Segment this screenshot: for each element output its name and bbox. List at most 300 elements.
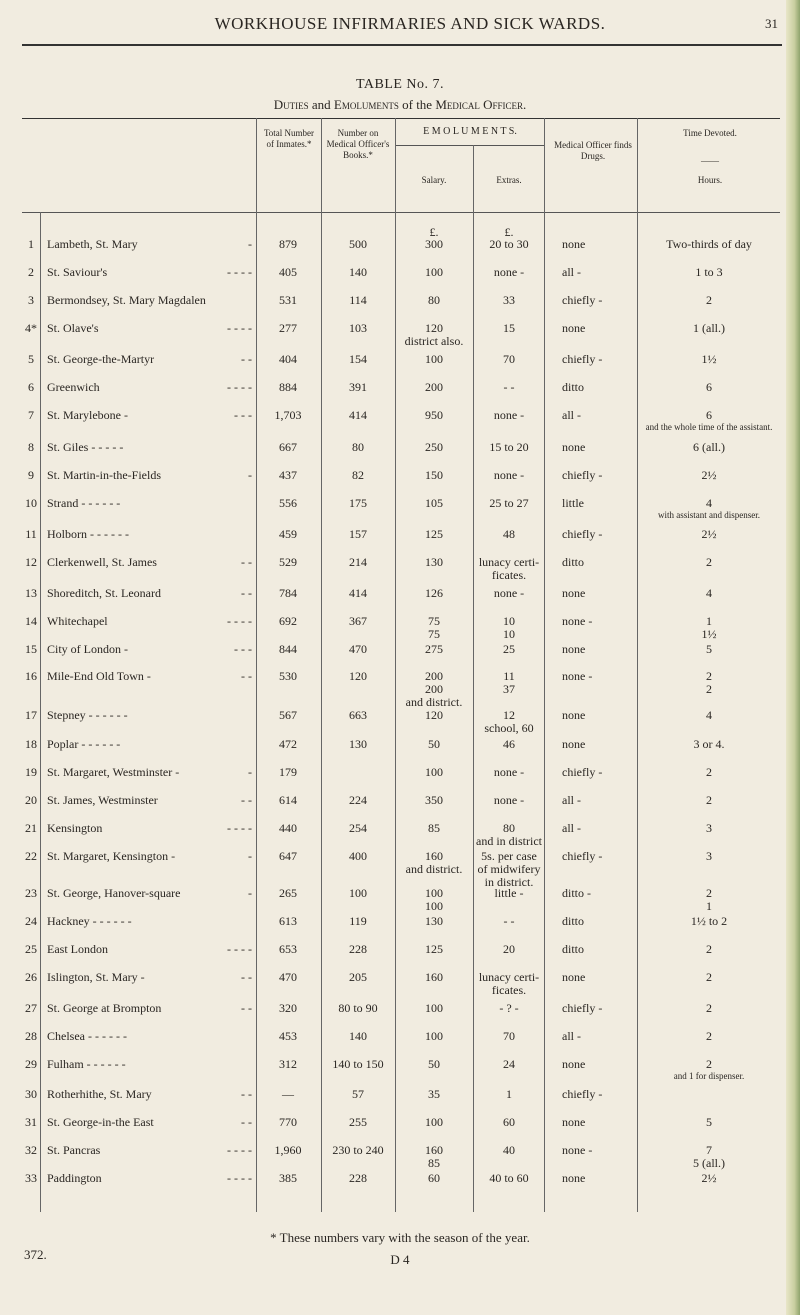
cell-time — [638, 709, 780, 722]
cell-extras-text: 15 — [503, 321, 515, 335]
cell-time — [638, 1058, 780, 1081]
cell-drugs-text: none - — [562, 1143, 593, 1157]
cell-books-text: 175 — [349, 496, 367, 510]
cell-drugs-text: none - — [562, 614, 593, 628]
col-header-extras: Extras. — [496, 175, 522, 185]
cell-extras-text: 20 to 30 — [489, 237, 529, 251]
cell-extras-text: none - — [493, 408, 525, 422]
cell-num — [22, 971, 40, 984]
cell-extras-subtext: of midwifery in district. — [477, 862, 541, 889]
cell-extras — [474, 615, 544, 641]
cell-books — [322, 943, 394, 956]
cell-time — [638, 353, 780, 366]
cell-name — [47, 322, 247, 335]
cell-salary — [396, 238, 472, 251]
page-edge — [786, 0, 800, 1315]
cell-salary — [396, 670, 472, 709]
cell-lead — [218, 556, 252, 569]
cell-name — [47, 943, 247, 956]
cell-drugs-text: none — [562, 237, 586, 251]
cell-inmates-text: 1,960 — [274, 1143, 302, 1157]
cell-drugs-text: none — [562, 970, 586, 984]
cell-name-text: Paddington — [47, 1171, 102, 1185]
cell-books — [322, 1088, 394, 1101]
cell-inmates — [256, 1172, 320, 1185]
cell-salary-text: 75 — [428, 614, 440, 628]
cell-drugs — [546, 709, 638, 722]
cell-drugs — [546, 1116, 638, 1129]
cell-salary — [396, 615, 472, 641]
cell-num-text: 13 — [25, 586, 37, 600]
cell-num — [22, 1002, 40, 1015]
cell-num — [22, 1030, 40, 1043]
cell-lead — [218, 238, 252, 251]
cell-num — [22, 294, 40, 307]
cell-drugs — [546, 670, 638, 683]
cell-books — [322, 738, 394, 751]
cell-inmates-text: 884 — [279, 380, 297, 394]
cell-name-text: Poplar - - - - - - — [47, 737, 121, 751]
cell-lead — [218, 822, 252, 835]
cell-extras — [474, 266, 544, 279]
cell-books-text: 80 — [352, 440, 364, 454]
cell-books — [322, 887, 394, 900]
cell-lead — [218, 587, 252, 600]
cell-salary-text: 120 — [425, 708, 443, 722]
cell-extras — [474, 1172, 544, 1185]
cell-books-text: 140 to 150 — [332, 1057, 384, 1071]
cell-drugs — [546, 1058, 638, 1071]
cell-lead-text: - - — [241, 1087, 252, 1101]
cell-lead-text: - - — [241, 970, 252, 984]
cell-inmates — [256, 615, 320, 628]
cell-num — [22, 381, 40, 394]
cell-extras — [474, 409, 544, 422]
cell-lead-text: - — [248, 468, 252, 482]
cell-extras — [474, 943, 544, 956]
cell-inmates — [256, 266, 320, 279]
cell-inmates — [256, 766, 320, 779]
cell-time-text: Two-thirds of day — [666, 237, 752, 251]
cell-name — [47, 822, 247, 835]
cell-extras-text: 60 — [503, 1115, 515, 1129]
cell-extras — [474, 497, 544, 510]
cell-time-text: 2 — [706, 970, 712, 984]
cell-num-text: 9 — [28, 468, 34, 482]
cell-name — [47, 409, 247, 422]
cell-num — [22, 943, 40, 956]
cell-books — [322, 587, 394, 600]
cell-drugs — [546, 943, 638, 956]
cell-num-text: 28 — [25, 1029, 37, 1043]
cell-name-text: Whitechapel — [47, 614, 108, 628]
cell-num-text: 19 — [25, 765, 37, 779]
cell-time-text: 3 or 4. — [693, 737, 725, 751]
cell-salary-text: 100 — [425, 765, 443, 779]
cell-salary — [396, 469, 472, 482]
cell-salary-subtext: 100 — [425, 899, 443, 913]
cell-books-text: 367 — [349, 614, 367, 628]
cell-lead — [218, 1144, 252, 1157]
cell-inmates — [256, 238, 320, 251]
cell-time — [638, 943, 780, 956]
cell-extras-text: none - — [493, 793, 525, 807]
cell-books — [322, 469, 394, 482]
cell-num — [22, 322, 40, 335]
cell-name-text: Shoreditch, St. Leonard — [47, 586, 161, 600]
cell-salary-text: 200 — [425, 380, 443, 394]
cell-time-text: 7 — [706, 1143, 712, 1157]
cell-lead — [218, 615, 252, 628]
cell-extras-text: 25 to 27 — [489, 496, 529, 510]
cell-inmates — [256, 794, 320, 807]
cell-time — [638, 441, 780, 454]
cell-extras-text: 5s. per case — [481, 849, 537, 863]
cell-num — [22, 822, 40, 835]
cell-drugs-text: chiefly - — [562, 468, 603, 482]
emoluments-rule — [396, 145, 544, 146]
cell-name-text: Fulham - - - - - - — [47, 1057, 126, 1071]
cell-drugs — [546, 643, 638, 656]
cell-drugs — [546, 497, 638, 510]
col-header-drugs: Medical Officer finds Drugs. — [554, 140, 632, 161]
cell-extras — [474, 294, 544, 307]
cell-salary-text: 160 — [425, 970, 443, 984]
cell-drugs — [546, 766, 638, 779]
extras-unit: £. — [504, 225, 514, 239]
cell-extras-subtext: 37 — [503, 682, 515, 696]
cell-books-text: 57 — [352, 1087, 364, 1101]
cell-books — [322, 238, 394, 251]
cell-num-text: 2 — [28, 265, 34, 279]
cell-inmates — [256, 556, 320, 569]
cell-drugs — [546, 794, 638, 807]
cell-books — [322, 1030, 394, 1043]
cell-extras-text: - - — [503, 914, 515, 928]
cell-lead-text: - - - - — [227, 321, 252, 335]
cell-num-text: 3 — [28, 293, 34, 307]
cell-extras-text: lunacy certi- — [478, 555, 540, 569]
cell-extras — [474, 1058, 544, 1071]
cell-salary-text: 160 — [425, 1143, 443, 1157]
cell-extras — [474, 887, 544, 900]
cell-extras — [474, 1030, 544, 1043]
cell-books-text: 103 — [349, 321, 367, 335]
cell-salary-text: 100 — [425, 1029, 443, 1043]
cell-name-text: Kensington — [47, 821, 103, 835]
cell-time-text: 6 — [706, 380, 712, 394]
cell-drugs-text: ditto — [562, 914, 585, 928]
table-top-rule — [22, 118, 780, 119]
cell-inmates-text: 437 — [279, 468, 297, 482]
cell-time — [638, 794, 780, 807]
cell-num-text: 17 — [25, 708, 37, 722]
cell-salary — [396, 766, 472, 779]
cell-inmates — [256, 409, 320, 422]
cell-time-subtext: with assistant and dispenser. — [658, 510, 760, 520]
cell-inmates — [256, 381, 320, 394]
cell-time-text: 2 — [706, 886, 712, 900]
cell-num — [22, 766, 40, 779]
cell-extras — [474, 528, 544, 541]
cell-extras-text: none - — [493, 586, 525, 600]
cell-salary-text: 100 — [425, 265, 443, 279]
cell-drugs-text: none — [562, 586, 586, 600]
cell-lead-text: - - — [241, 352, 252, 366]
cell-name — [47, 971, 247, 984]
cell-extras-subtext: 10 — [503, 627, 515, 641]
cell-num — [22, 266, 40, 279]
cell-time — [638, 556, 780, 569]
cell-salary-text: 125 — [425, 527, 443, 541]
cell-salary — [396, 794, 472, 807]
cell-name-text: St. Marylebone - — [47, 408, 128, 422]
cell-salary-text: 250 — [425, 440, 443, 454]
cell-salary-subtext: 75 — [428, 627, 440, 641]
cell-time — [638, 1116, 780, 1129]
cell-name — [47, 670, 247, 683]
cell-num — [22, 709, 40, 722]
cell-num-text: 20 — [25, 793, 37, 807]
signature-mark: D 4 — [390, 1252, 410, 1267]
header-bottom-rule — [22, 212, 780, 213]
cell-drugs-text: none — [562, 1115, 586, 1129]
cell-name — [47, 709, 247, 722]
cell-drugs — [546, 738, 638, 751]
cell-extras — [474, 643, 544, 656]
cell-salary-text: 275 — [425, 642, 443, 656]
cell-extras-text: lunacy certi- — [478, 970, 540, 984]
cell-num — [22, 643, 40, 656]
cell-books-text: 255 — [349, 1115, 367, 1129]
cell-extras — [474, 469, 544, 482]
cell-time — [638, 294, 780, 307]
cell-extras-text: 40 to 60 — [489, 1171, 529, 1185]
cell-books — [322, 1116, 394, 1129]
cell-salary-text: 50 — [428, 1057, 440, 1071]
cell-books-text: 120 — [349, 669, 367, 683]
cell-time-text: 6 — [706, 408, 712, 422]
cell-drugs — [546, 441, 638, 454]
cell-lead — [218, 643, 252, 656]
cell-name — [47, 1088, 247, 1101]
cell-lead — [218, 766, 252, 779]
cell-salary-text: 125 — [425, 942, 443, 956]
cell-name — [47, 738, 247, 751]
col-header-salary: Salary. — [421, 175, 447, 185]
cell-inmates-text: 404 — [279, 352, 297, 366]
cell-drugs-text: chiefly - — [562, 293, 603, 307]
cell-books — [322, 441, 394, 454]
cell-name — [47, 238, 247, 251]
cell-inmates — [256, 971, 320, 984]
cell-drugs-text: none - — [562, 669, 593, 683]
cell-extras-text: 12 — [503, 708, 515, 722]
cell-extras — [474, 794, 544, 807]
cell-time-text: 2½ — [701, 1171, 717, 1185]
cell-extras — [474, 238, 544, 251]
cell-name — [47, 1144, 247, 1157]
cell-num — [22, 528, 40, 541]
cell-inmates-text: 320 — [279, 1001, 297, 1015]
cell-name-text: St. George-the-Martyr — [47, 352, 155, 366]
cell-books-text: 230 to 240 — [332, 1143, 384, 1157]
cell-num-text: 23 — [25, 886, 37, 900]
cell-name-text: St. Saviour's — [47, 265, 108, 279]
cell-drugs-text: all - — [562, 793, 581, 807]
cell-lead — [218, 670, 252, 683]
cell-books-text: 400 — [349, 849, 367, 863]
cell-extras-text: 70 — [503, 352, 515, 366]
subtitle-medical-officer: Medical Officer. — [435, 97, 527, 112]
cell-extras — [474, 1088, 544, 1101]
cell-inmates-text: 265 — [279, 886, 297, 900]
cell-time — [638, 971, 780, 984]
cell-time-text: 5 — [706, 1115, 712, 1129]
cell-time-text: 2 — [706, 669, 712, 683]
cell-drugs — [546, 822, 638, 835]
table-row — [0, 556, 800, 590]
cell-inmates-text: 667 — [279, 440, 297, 454]
cell-inmates — [256, 1144, 320, 1157]
cell-salary — [396, 643, 472, 656]
cell-drugs-text: chiefly - — [562, 1087, 603, 1101]
cell-time — [638, 266, 780, 279]
cell-lead-text: - - - - — [227, 1143, 252, 1157]
cell-drugs — [546, 381, 638, 394]
cell-drugs-text: ditto - — [562, 886, 591, 900]
cell-books — [322, 556, 394, 569]
cell-extras — [474, 587, 544, 600]
cell-books — [322, 850, 394, 863]
cell-num-text: 21 — [25, 821, 37, 835]
cell-num-text: 33 — [25, 1171, 37, 1185]
cell-salary-subtext: 85 — [428, 1156, 440, 1170]
cell-lead — [218, 381, 252, 394]
table-row — [0, 1172, 800, 1206]
cell-drugs — [546, 469, 638, 482]
cell-books-text: 140 — [349, 1029, 367, 1043]
cell-time-text: 2 — [706, 1001, 712, 1015]
subtitle-emoluments: Emoluments — [333, 97, 399, 112]
cell-inmates-text: 567 — [279, 708, 297, 722]
cell-drugs — [546, 353, 638, 366]
cell-salary — [396, 1144, 472, 1170]
cell-name — [47, 850, 247, 863]
cell-name — [47, 643, 247, 656]
table-title: TABLE No. 7. — [355, 77, 445, 92]
cell-name — [47, 294, 247, 307]
cell-inmates-text: 784 — [279, 586, 297, 600]
cell-num — [22, 409, 40, 422]
cell-inmates-text: 312 — [279, 1057, 297, 1071]
cell-num — [22, 1116, 40, 1129]
cell-drugs-text: chiefly - — [562, 527, 603, 541]
cell-books — [322, 794, 394, 807]
cell-name — [47, 915, 247, 928]
cell-num-text: 1 — [28, 237, 34, 251]
cell-inmates-text: 647 — [279, 849, 297, 863]
col-header-emoluments: E M O L U M E N T S. — [423, 126, 517, 137]
cell-books-text: 414 — [349, 408, 367, 422]
cell-num — [22, 1172, 40, 1185]
cell-extras-subtext: and in district — [476, 834, 542, 848]
cell-drugs-text: all - — [562, 1029, 581, 1043]
cell-salary-subtext: district also. — [404, 334, 464, 348]
cell-salary — [396, 322, 472, 348]
cell-time — [638, 643, 780, 656]
cell-salary — [396, 441, 472, 454]
cell-salary — [396, 1172, 472, 1185]
table-row — [0, 849, 800, 889]
cell-lead — [218, 943, 252, 956]
cell-salary — [396, 738, 472, 751]
cell-name — [47, 556, 247, 569]
cell-inmates — [256, 1002, 320, 1015]
cell-extras — [474, 971, 544, 997]
cell-salary-subtext: and district. — [405, 862, 463, 876]
cell-drugs-text: chiefly - — [562, 1001, 603, 1015]
cell-salary — [396, 850, 472, 876]
cell-drugs-text: none — [562, 737, 586, 751]
cell-inmates — [256, 943, 320, 956]
table-row — [0, 971, 800, 1005]
cell-salary — [396, 409, 472, 422]
running-title: WORKHOUSE INFIRMARIES AND SICK WARDS. — [214, 14, 606, 33]
cell-num-text: 18 — [25, 737, 37, 751]
cell-num — [22, 887, 40, 900]
table-subtitle — [0, 97, 800, 113]
cell-extras-subtext: ficates. — [491, 568, 527, 582]
cell-name — [47, 266, 247, 279]
cell-salary-text: 160 — [425, 849, 443, 863]
cell-num — [22, 556, 40, 569]
cell-extras-text: 48 — [503, 527, 515, 541]
cell-name-text: Chelsea - - - - - - — [47, 1029, 127, 1043]
cell-num — [22, 850, 40, 863]
cell-drugs-text: none — [562, 321, 586, 335]
cell-num-text: 26 — [25, 970, 37, 984]
cell-time-text: 3 — [706, 821, 712, 835]
cell-extras — [474, 915, 544, 928]
cell-name-text: Bermondsey, St. Mary Magdalen — [47, 293, 206, 307]
cell-salary — [396, 915, 472, 928]
cell-name-text: Greenwich — [47, 380, 100, 394]
cell-lead-text: - - — [241, 586, 252, 600]
cell-inmates — [256, 528, 320, 541]
cell-time — [638, 528, 780, 541]
cell-num-text: 12 — [25, 555, 37, 569]
cell-salary — [396, 1116, 472, 1129]
cell-drugs-text: none — [562, 440, 586, 454]
cell-drugs-text: ditto — [562, 380, 585, 394]
cell-lead — [218, 322, 252, 335]
cell-lead-text: - - - — [234, 408, 252, 422]
cell-salary — [396, 381, 472, 394]
cell-books-text: 470 — [349, 642, 367, 656]
cell-books — [322, 1002, 394, 1015]
cell-books — [322, 915, 394, 928]
cell-name-text: Hackney - - - - - - — [47, 914, 132, 928]
cell-salary-text: 100 — [425, 1115, 443, 1129]
cell-time-text: 2 — [706, 793, 712, 807]
cell-extras-text: - ? - — [499, 1001, 519, 1015]
cell-lead-text: - - - - — [227, 821, 252, 835]
subtitle-of: of — [402, 97, 413, 112]
cell-inmates-text: 472 — [279, 737, 297, 751]
cell-num-text: 32 — [25, 1143, 37, 1157]
cell-inmates-text: 385 — [279, 1171, 297, 1185]
